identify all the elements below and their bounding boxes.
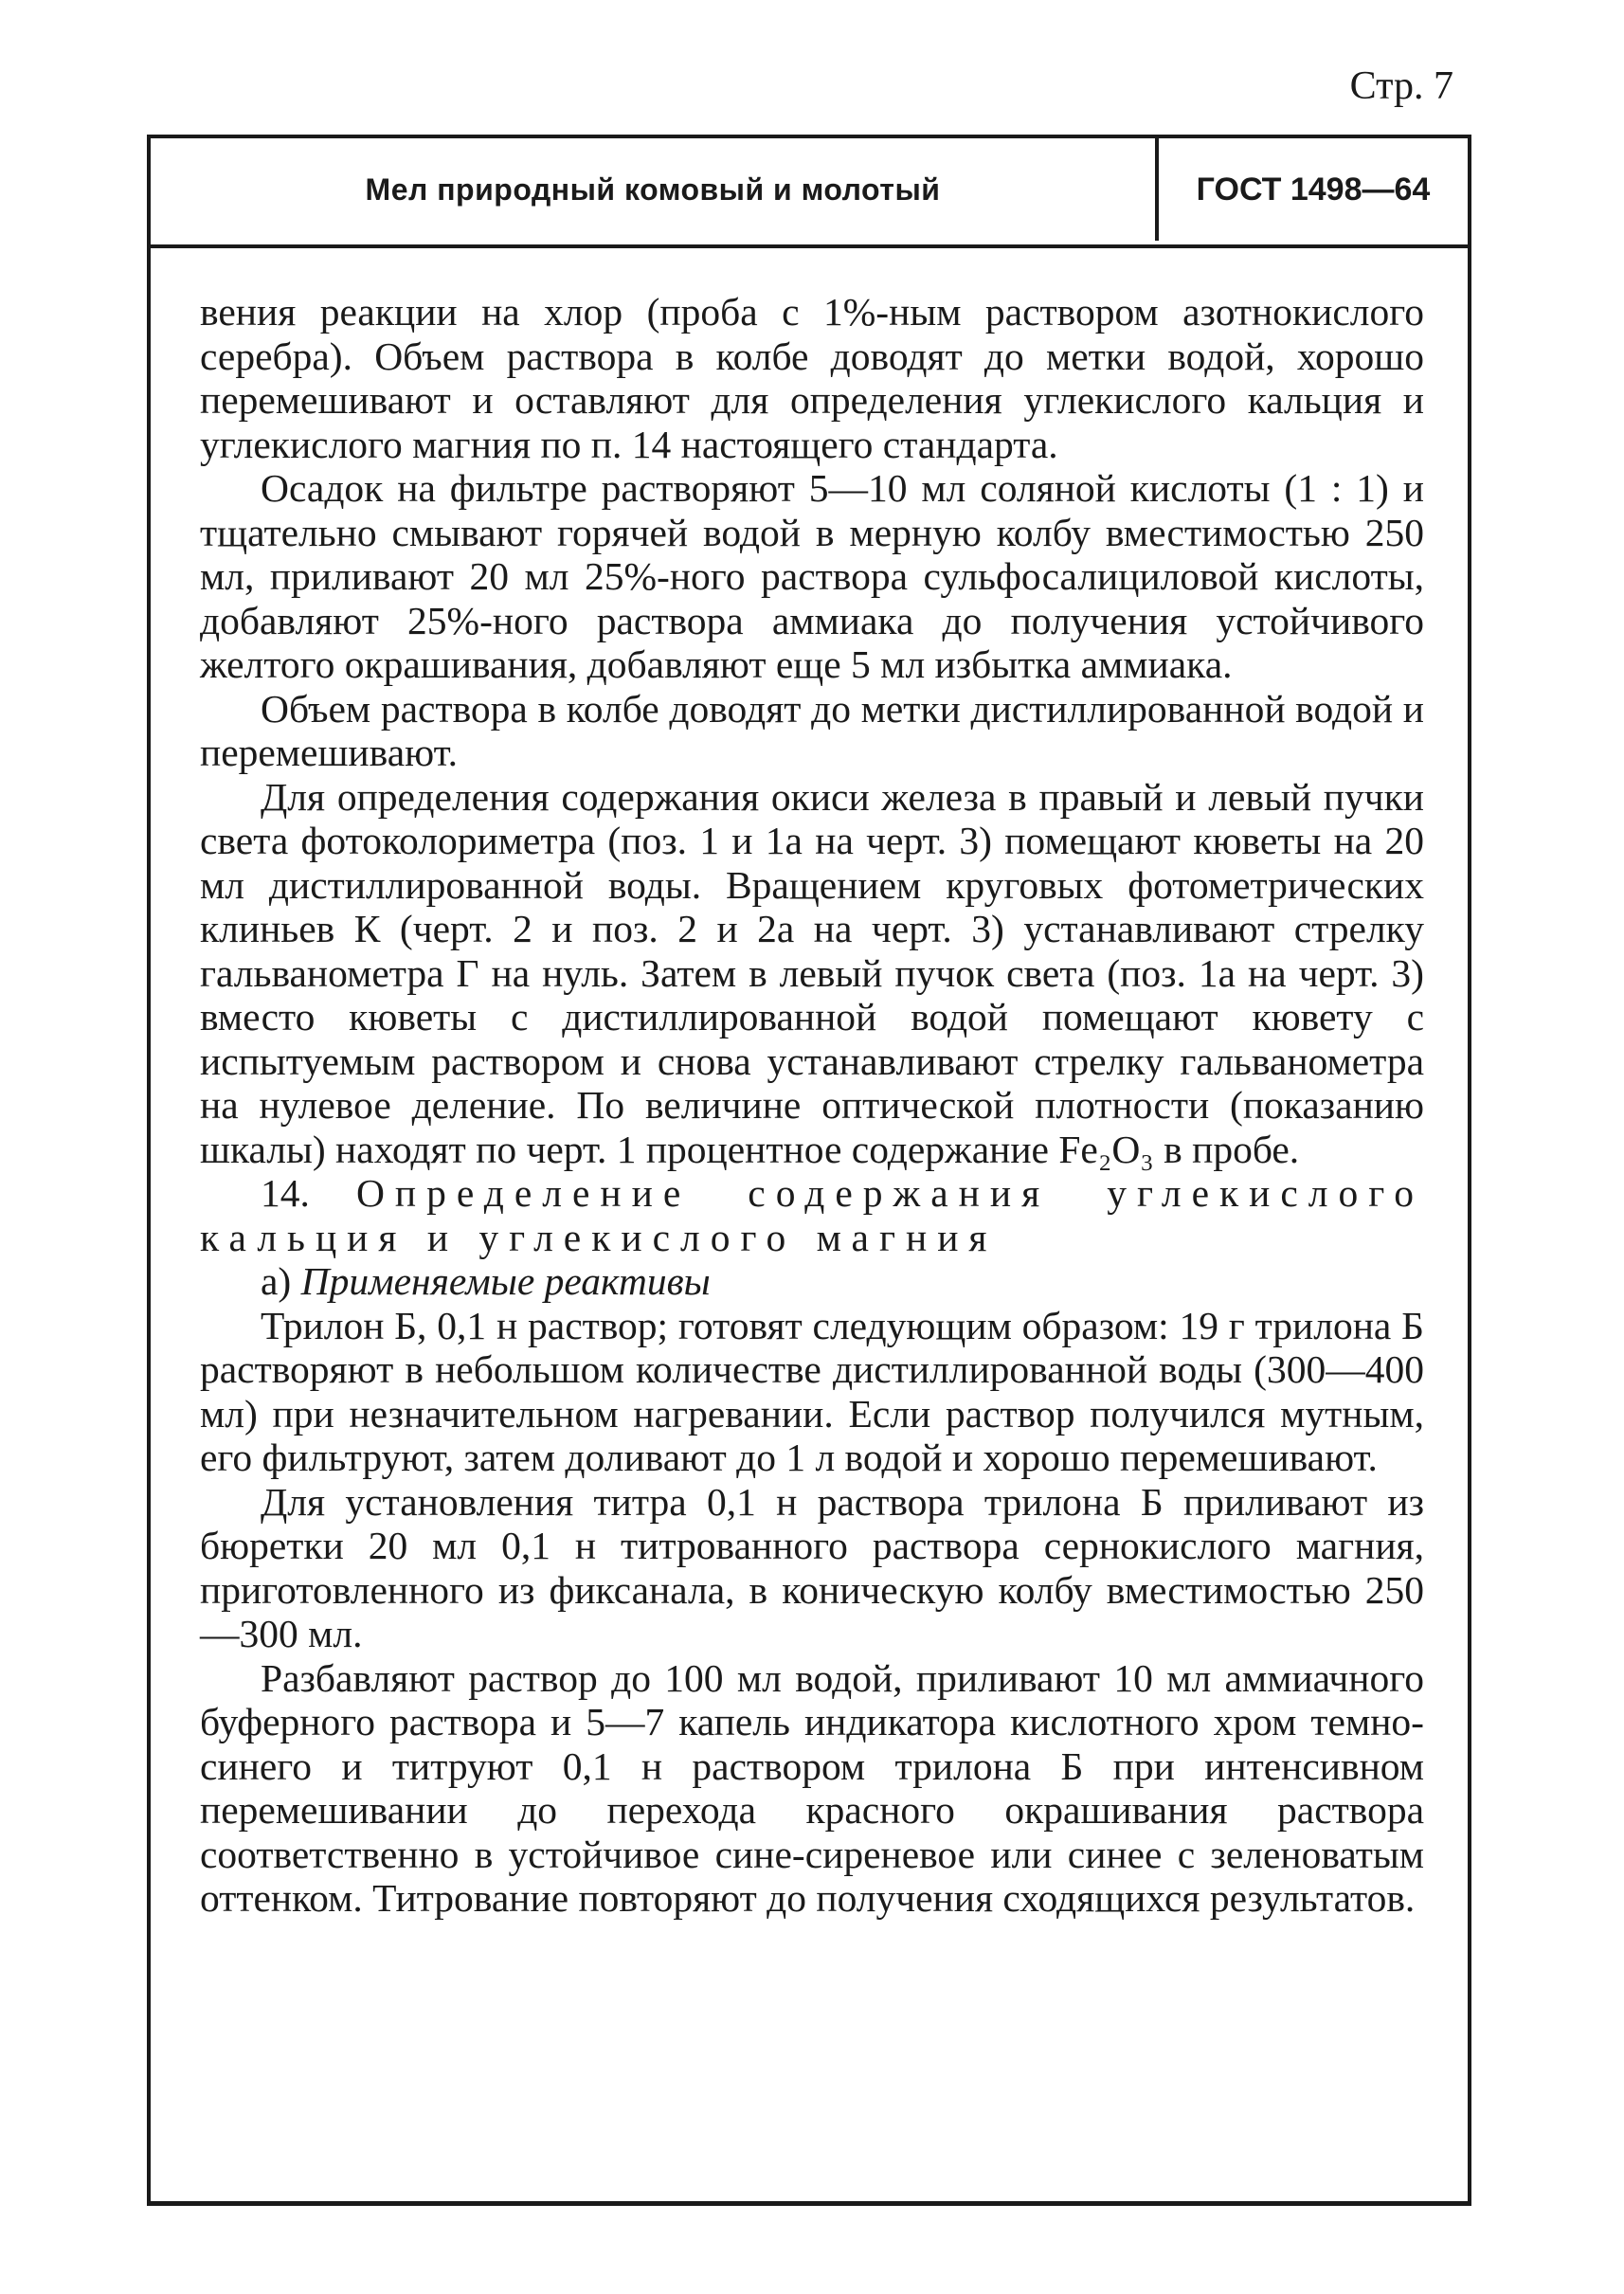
section-heading [200, 1171, 1424, 1259]
page-frame [147, 135, 1471, 2206]
paragraph-iron-oxide: Для определения содержания окиси железа в правый и левый пучки света фотоколориметра (поз. 1 и 1а на черт. 3) помещают кюветы на 20 мл дистиллированной воды. Вращением круговых фотометрических клиньев К (черт. 2 и поз. 2 и 2а на черт. 3) устанавливают стрелку гальванометра Г на нуль. Затем в левый пучок света (поз. 1а на черт. 3) вместо кюветы с дистиллированной водой помещают кювету с испытуемым раствором и снова устанавливают стрелку гальванометра на нулевое деление. По величине оптической плотности (показанию шкалы) находят по черт. 1 процентное содержание Fe₂O₃ в пробе. [200, 774, 1424, 1171]
section-number: 14. [261, 1171, 310, 1215]
subsection-label: а) [261, 1259, 292, 1303]
header-rule [151, 244, 1468, 248]
subsection-title: Применяемые реактивы [300, 1259, 711, 1303]
document-title: Мел природный комовый и молотый [365, 172, 941, 207]
paragraph-titration: Разбавляют раствор до 100 мл водой, приливают 10 мл аммиачного буферного раствора и 5—7 капель индикатора кислотного хром темно-синего и титруют 0,1 н раствором трилона Б при интенсивном перемешивании до перехода красного окрашивания раствора соответственно в устойчивое сине-сиреневое или синее с зеленоватым оттенком. Титрование повторяют до получения сходящихся результатов. [200, 1655, 1424, 1920]
paragraph-precipitate: Осадок на фильтре растворяют 5—10 мл соляной кислоты (1 : 1) и тщательно смывают горячей водой в мерную колбу вместимостью 250 мл, приливают 20 мл 25%-ного раствора сульфосалициловой кислоты, добавляют 25%-ного раствора аммиака до получения устойчивого желтого окрашивания, добавляют еще 5 мл избытка аммиака. [200, 466, 1424, 686]
header [151, 138, 1468, 241]
section-title: Определение содержания углекислого кальция и углекислого магния [200, 1171, 1424, 1259]
paragraph-titer: Для установления титра 0,1 н раствора трилона Б приливают из бюретки 20 мл 0,1 н титрованного раствора сернокислого магния, приготовленного из фиксанала, в коническую колбу вместимостью 250—300 мл. [200, 1479, 1424, 1655]
paragraph-volume: Объем раствора в колбе доводят до метки дистиллированной водой и перемешивают. [200, 686, 1424, 774]
body-text [200, 290, 1424, 1921]
paragraph-trilon: Трилон Б, 0,1 н раствор; готовят следующим образом: 19 г трилона Б растворяют в небольшом количестве дистиллированной воды (300—400 мл) при незначительном нагревании. Если раствор получился мутным, его фильтруют, затем доливают до 1 л водой и хорошо перемешивают. [200, 1303, 1424, 1479]
paragraph-continued: вения реакции на хлор (проба с 1%-ным раствором азотнокислого серебра). Объем раствора в колбе доводят до метки водой, хорошо перемешивают и оставляют для определения углекислого кальция и углекислого магния по п. 14 настоящего стандарта. [200, 290, 1424, 466]
subsection-heading [200, 1259, 1424, 1304]
standard-code: ГОСТ 1498—64 [1196, 171, 1431, 208]
page-number: Стр. 7 [1349, 64, 1453, 108]
